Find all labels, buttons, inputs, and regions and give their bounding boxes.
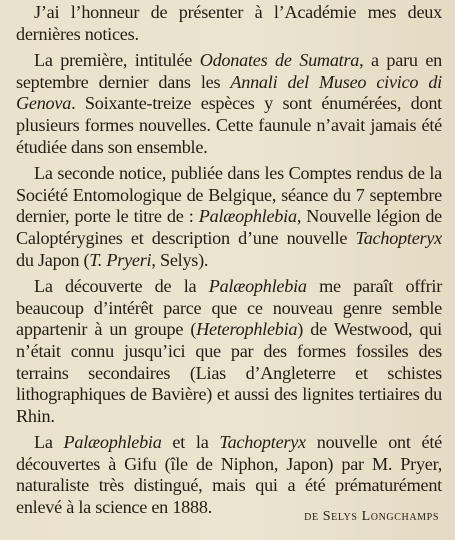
text-run: La première, intitulée [34, 50, 200, 71]
text-run: La découverte de la [34, 276, 209, 297]
italic-text-run: Tachopteryx [355, 227, 442, 248]
paragraph-palaeophlebia-decouverte [16, 276, 442, 427]
text-run: nouvelle ont été découvertes à Gifu (île de Niphon, Japon) par M. Pryer, naturaliste très distingué, mais qui a été prématurément enlevé à la science en 1888. [16, 432, 442, 518]
text-run: . Soixante-treize espèces y sont énumérées, dont plusieurs formes nouvelles. Cette faunule n’avait jamais été étudiée dans son ensemble. [16, 93, 442, 157]
text-run: , a paru en septembre dernier dans les [16, 50, 442, 92]
text-run: ) de Westwood, qui n’était connu jusqu’ici que par des formes fossiles des terrains secondaires (Lias d’Angleterre et schistes lithographiques de Bavière) et aussi des lignites tertiaires du Rhin. [16, 319, 442, 426]
text-run: , Nouvelle légion de Caloptérygines et description d’une nouvelle [16, 206, 442, 248]
text-run: et la [161, 432, 220, 453]
italic-text-run: Tachopteryx [219, 432, 306, 453]
article-body [16, 2, 442, 524]
author-signature: de Selys Longchamps [304, 509, 439, 524]
italic-text-run: Odonates de Sumatra [199, 50, 360, 71]
paragraph-gifu-pryer [16, 432, 442, 518]
italic-text-run: Palæophlebia [63, 432, 162, 453]
italic-text-run: Annali del Museo civico di Genova [16, 71, 442, 114]
text-run: La [34, 432, 64, 453]
italic-text-run: Heterophlebia [196, 319, 298, 340]
italic-text-run: Palæophlebia [208, 276, 307, 297]
text-run: J’ai l’honneur de présenter à l’Académie mes deux dernières notices. [16, 2, 442, 44]
italic-text-run: T. Pryeri [89, 249, 152, 270]
paragraph-seconde-notice [16, 163, 442, 271]
text-run: me paraît offrir beaucoup d’intérêt parce que ce nouveau genre semble appartenir à un groupe ( [16, 276, 442, 340]
text-run: du Japon ( [16, 249, 90, 270]
italic-text-run: Palæophlebia [198, 206, 297, 227]
text-run: La seconde notice, publiée dans les Comptes rendus de la Société Entomologique de Belgique, séance du 7 septembre dernier, porte le titre de : [16, 163, 442, 227]
paragraph-odonates-sumatra [16, 50, 442, 158]
paragraph-intro [16, 2, 442, 45]
text-run: , Selys). [151, 249, 209, 270]
